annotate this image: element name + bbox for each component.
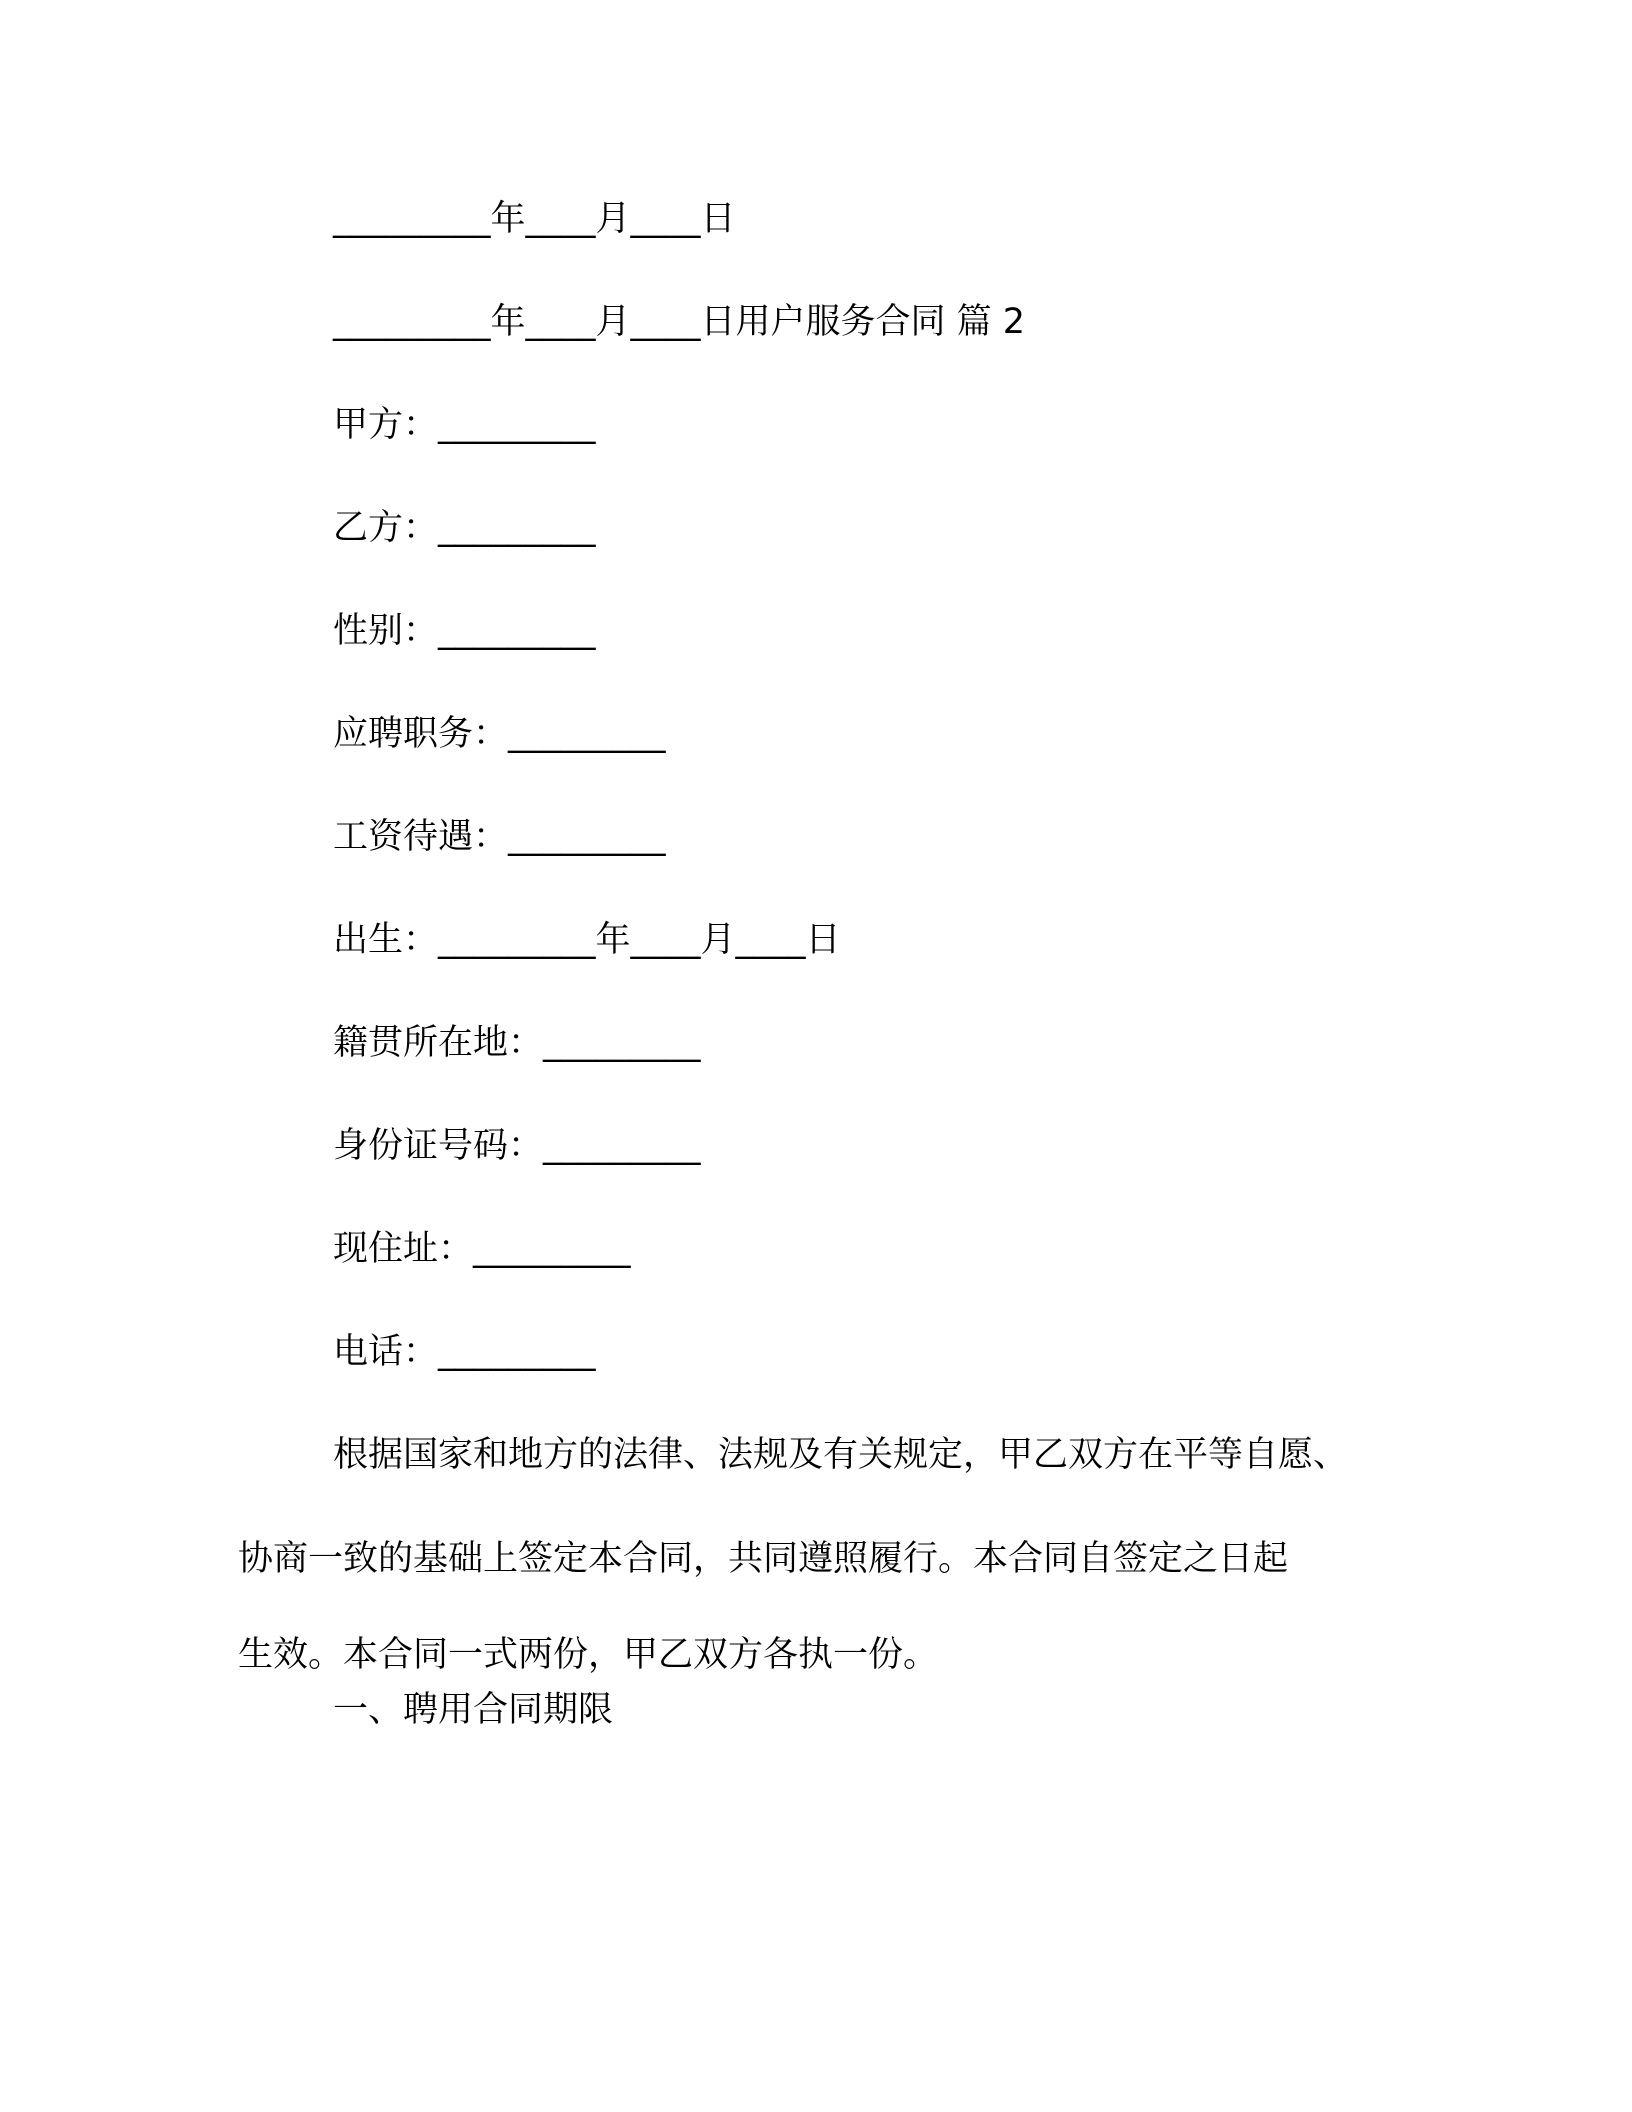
contract-title-line: _________年____月____日用户服务合同 篇 2	[333, 302, 1026, 342]
paragraph-line: 协商一致的基础上签定本合同，共同遵照履行。本合同自签定之日起	[238, 1539, 1289, 1579]
gender-field: 性别：_________	[333, 611, 596, 651]
position-field: 应聘职务：_________	[333, 714, 666, 754]
paragraph-line: 根据国家和地方的法律、法规及有关规定，甲乙双方在平等自愿、	[333, 1435, 1349, 1475]
address-field: 现住址：_________	[333, 1229, 631, 1269]
birth-date-field: 出生：_________年____月____日	[333, 920, 841, 960]
salary-field: 工资待遇：_________	[333, 817, 666, 857]
id-number-field: 身份证号码：_________	[333, 1126, 701, 1166]
party-b-field: 乙方：_________	[333, 508, 596, 548]
native-place-field: 籍贯所在地：_________	[333, 1023, 701, 1063]
paragraph-line: 生效。本合同一式两份，甲乙双方各执一份。	[238, 1635, 939, 1675]
date-line: _________年____月____日	[333, 199, 736, 239]
phone-field: 电话：_________	[333, 1332, 596, 1372]
party-a-field: 甲方：_________	[333, 405, 596, 445]
section-heading: 一、聘用合同期限	[333, 1690, 614, 1730]
